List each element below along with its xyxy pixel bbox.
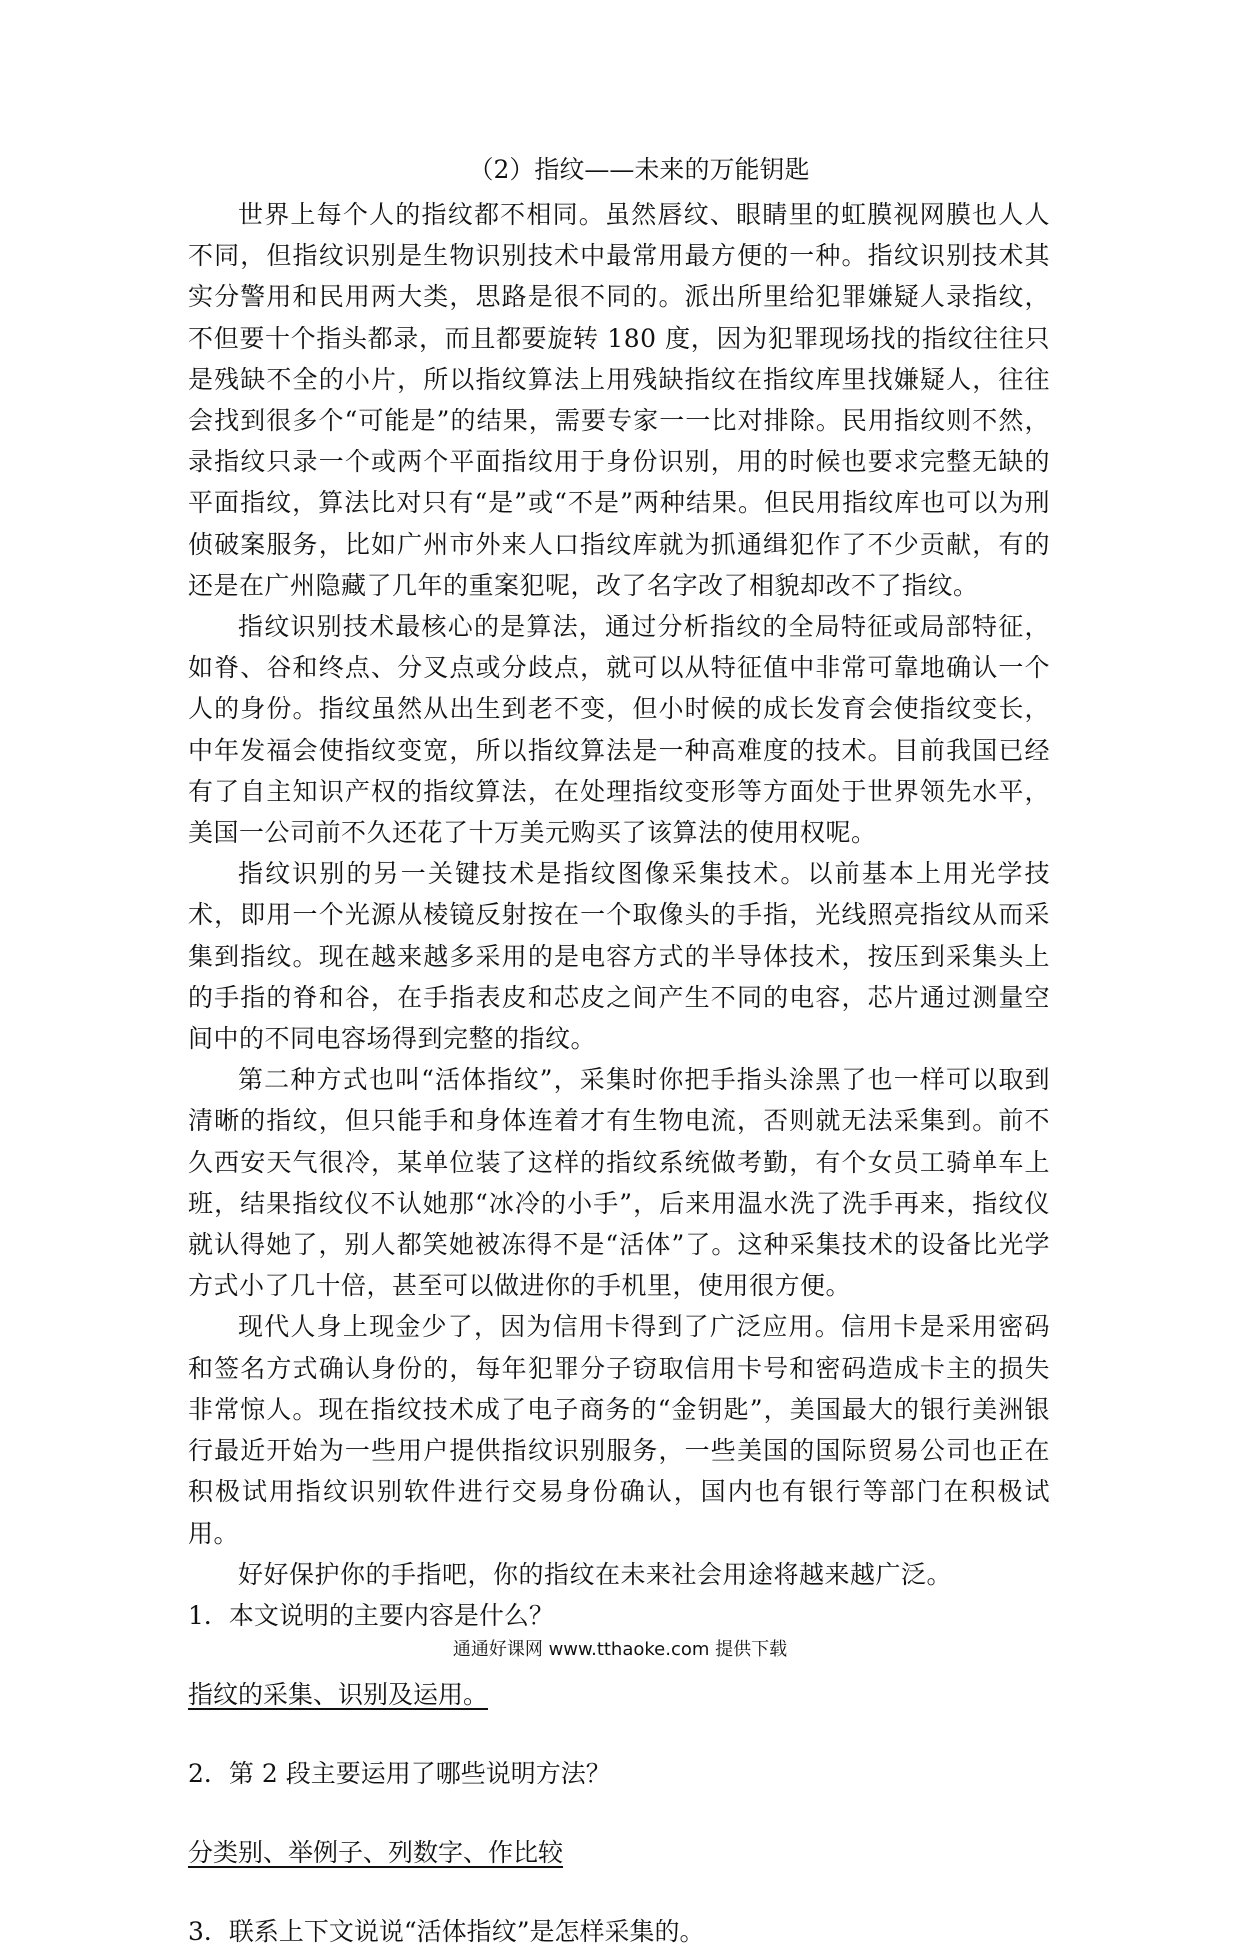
paragraph-1: 世界上每个人的指纹都不相同。虽然唇纹、眼睛里的虹膜视网膜也人人不同，但指纹识别是生物识别技术中最常用最方便的一种。指纹识别技术其实分警用和民用两大类，思路是很不同的。派出所里给犯罪嫌疑人录指纹，不但要十个指头都录，而且都要旋转 180 度，因为犯罪现场找的指纹往往只是残缺不全的小片，所以指纹算法上用残缺指纹在指纹库里找嫌疑人，往往会找到很多个“可能是”的结果，需要专家一一比对排除。民用指纹则不然，录指纹只录一个或两个平面指纹用于身份识别，用的时候也要求完整无缺的平面指纹，算法比对只有“是”或“不是”两种结果。但民用指纹库也可以为刑侦破案服务，比如广州市外来人口指纹库就为抓通缉犯作了不少贡献，有的还是在广州隐藏了几年的重案犯呢，改了名字改了相貌却改不了指纹。 — [188, 200, 1050, 600]
answer-1 — [188, 1674, 1050, 1715]
paragraph-3: 指纹识别的另一关键技术是指纹图像采集技术。以前基本上用光学技术，即用一个光源从棱镜反射按在一个取像头的手指，光线照亮指纹从而采集到指纹。现在越来越多采用的是电容方式的半导体技术，按压到采集头上的手指的脊和谷，在手指表皮和芯皮之间产生不同的电容，芯片通过测量空间中的不同电容场得到完整的指纹。 — [188, 859, 1050, 1054]
document-body — [188, 150, 1050, 1952]
article-title: （2）指纹——未来的万能钥匙 — [468, 155, 810, 184]
answer-2 — [188, 1832, 1050, 1873]
question-1: 1．本文说明的主要内容是什么？ — [188, 1600, 554, 1630]
paragraph-6: 好好保护你的手指吧，你的指纹在未来社会用途将越来越广泛。 — [238, 1559, 953, 1589]
paragraph-5: 现代人身上现金少了，因为信用卡得到了广泛应用。信用卡是采用密码和签名方式确认身份的，每年犯罪分子窃取信用卡号和密码造成卡主的损失非常惊人。现在指纹技术成了电子商务的“金钥匙”，美国最大的银行美洲银行最近开始为一些用户提供指纹识别服务，一些美国的国际贸易公司也正在积极试用指纹识别软件进行交易身份确认，国内也有银行等部门在积极试用。 — [188, 1312, 1050, 1548]
answer-1-text: 指纹的采集、识别及运用。 — [188, 1679, 489, 1709]
page-footer: 通通好课网 www.tthaoke.com 提供下载 — [452, 1639, 788, 1660]
question-3: 3．联系上下文说说“活体指纹”是怎样采集的。 — [188, 1916, 705, 1946]
answer-2-text: 分类别、举例子、列数字、作比较 — [188, 1837, 564, 1867]
paragraph-2: 指纹识别技术最核心的是算法，通过分析指纹的全局特征或局部特征，如脊、谷和终点、分叉点或分歧点，就可以从特征值中非常可靠地确认一个人的身份。指纹虽然从出生到老不变，但小时候的成长发育会使指纹变长，中年发福会使指纹变宽，所以指纹算法是一种高难度的技术。目前我国已经有了自主知识产权的指纹算法，在处理指纹变形等方面处于世界领先水平，美国一公司前不久还花了十万美元购买了该算法的使用权呢。 — [188, 612, 1050, 848]
paragraph-4: 第二种方式也叫“活体指纹”，采集时你把手指头涂黑了也一样可以取到清晰的指纹，但只能手和身体连着才有生物电流，否则就无法采集到。前不久西安天气很冷，某单位装了这样的指纹系统做考勤，有个女员工骑单车上班，结果指纹仪不认她那“冰冷的小手”，后来用温水洗了洗手再来，指纹仪就认得她了，别人都笑她被冻得不是“活体”了。这种采集技术的设备比光学方式小了几十倍，甚至可以做进你的手机里，使用很方便。 — [188, 1065, 1050, 1301]
question-2: 2．第 2 段主要运用了哪些说明方法？ — [188, 1758, 611, 1788]
